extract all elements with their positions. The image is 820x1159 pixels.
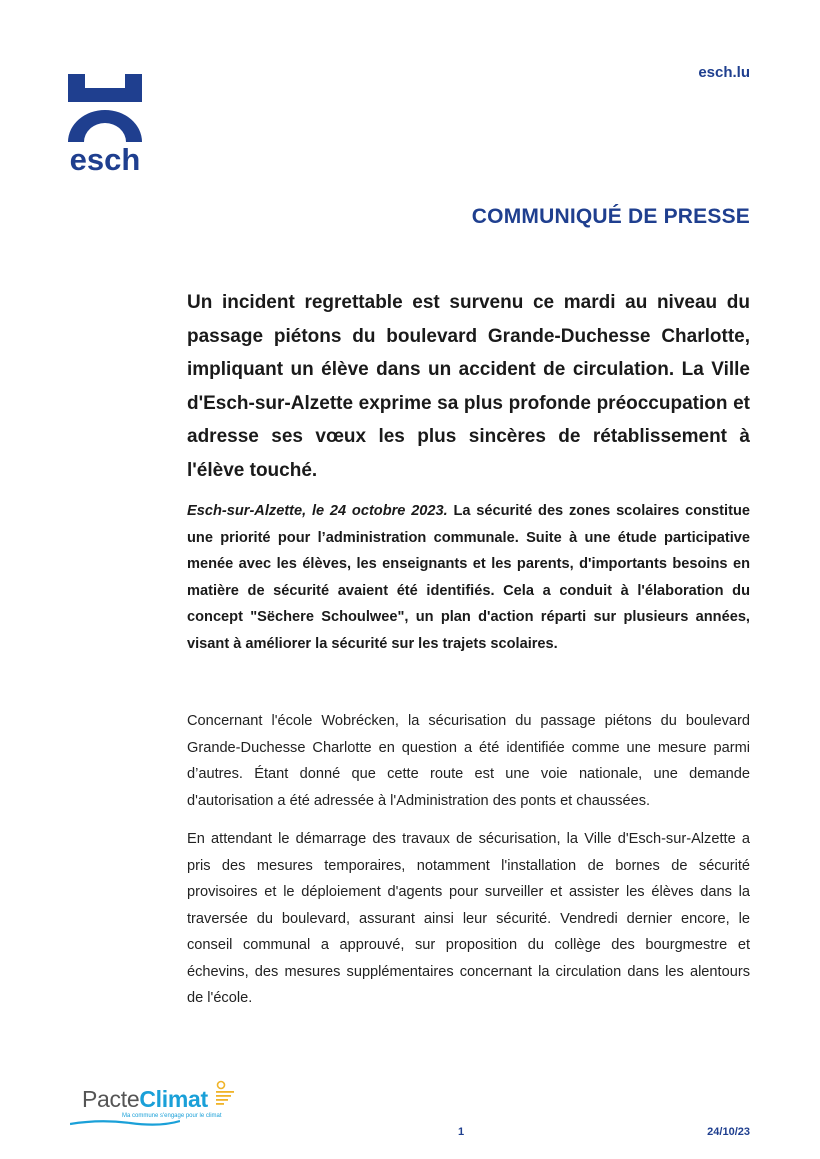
- esch-logo: [68, 74, 142, 178]
- paragraph-text: Concernant l'école Wobrécken, la sécurisation du passage piétons du boulevard Grande-Duchesse Charlotte en question a été identifiée comme une mesure parmi d’autres. Étant donné que cette route est une voie nationale, une demande d'autorisation a été adressée à l'Administration des ponts et chaussées.: [187, 713, 750, 809]
- footer-date: 24/10/23: [707, 1126, 750, 1138]
- sun-icon: [214, 1080, 238, 1108]
- esch-logo-mark-icon: [68, 74, 142, 144]
- paragraph-text: En attendant le démarrage des travaux de sécurisation, la Ville d'Esch-sur-Alzette a pris des mesures temporaires, notamment l'installation de bornes de sécurité provisoires et le déploiement d'agents pour surveiller et assister les élèves dans la traversée du boulevard, assurant ainsi leur sécurité. Vendredi dernier encore, le conseil communal a approuvé, sur proposition du collège des bourgmestre et échevins, des mesures supplémentaires concernant la circulation dans les alentours de l'école.: [187, 831, 750, 1006]
- pacte-climat-logo: [70, 1080, 250, 1130]
- body-paragraph-1: [187, 708, 750, 814]
- body-paragraph-2: [187, 826, 750, 1012]
- wave-icon: [70, 1118, 180, 1128]
- pacte-word: Pacte: [82, 1086, 140, 1112]
- climat-word: Climat: [139, 1086, 208, 1112]
- document-type-heading: COMMUNIQUÉ DE PRESSE: [471, 205, 750, 228]
- lead-paragraph: [187, 286, 750, 487]
- pacte-climat-tagline: Ma commune s'engage pour le climat: [122, 1113, 222, 1119]
- dateline: Esch-sur-Alzette, le 24 octobre 2023.: [187, 503, 448, 519]
- esch-logo-text: esch: [69, 142, 141, 177]
- pacte-climat-wordmark: [82, 1086, 208, 1113]
- intro-text: La sécurité des zones scolaires constitue une priorité pour l’administration communale. Suite à une étude participative menée avec les élèves, les enseignants et les parents, d'importants besoins en matière de sécurité avaient été identifiés. Cela a conduit à l'élaboration du concept "Sëchere Schoulwee", un plan d'action réparti sur plusieurs années, visant à améliorer la sécurité sur les trajets scolaires.: [187, 503, 750, 652]
- site-url[interactable]: esch.lu: [698, 64, 750, 81]
- intro-paragraph: [187, 498, 750, 657]
- lead-text: Un incident regrettable est survenu ce mardi au niveau du passage piétons du boulevard Grande-Duchesse Charlotte, impliquant un élève dans un accident de circulation. La Ville d'Esch-sur-Alzette exprime sa plus profonde préoccupation et adresse ses vœux les plus sincères de rétablissement à l'élève touché.: [187, 292, 750, 481]
- page-number: 1: [458, 1126, 465, 1138]
